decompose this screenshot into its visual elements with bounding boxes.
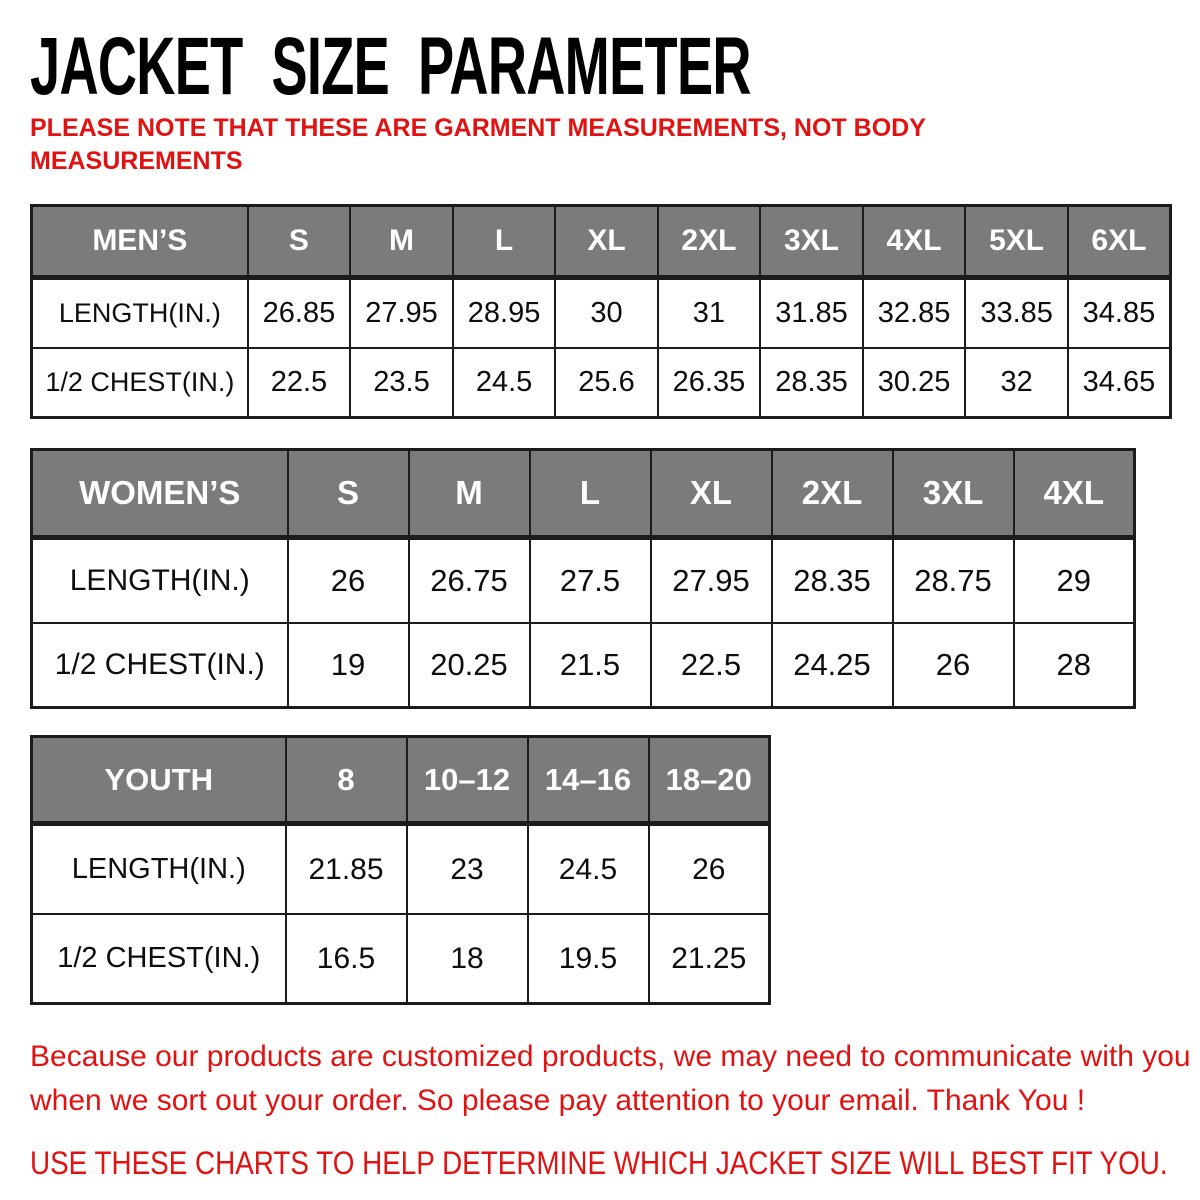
measurement-value: 27.5	[530, 538, 651, 624]
table-row	[32, 914, 770, 1004]
note-line-2: MEASUREMENTS	[30, 147, 243, 175]
footer-paragraph-line-2: when we sort out your order. So please pay attention to your email. Thank You !	[30, 1084, 1086, 1117]
measurement-value: 23.5	[350, 348, 453, 418]
measurement-value: 26	[288, 538, 409, 624]
measurement-value: 24.5	[453, 348, 556, 418]
measurement-value: 28.75	[893, 538, 1014, 624]
measurement-value: 26.35	[658, 348, 761, 418]
note-line-1: PLEASE NOTE THAT THESE ARE GARMENT MEASUREMENTS, NOT BODY	[30, 114, 926, 142]
measurement-value: 26	[893, 623, 1014, 708]
measurement-value: 22.5	[651, 623, 772, 708]
table-row	[32, 623, 1135, 708]
measurement-value: 19.5	[528, 914, 649, 1004]
measurement-value: 31.85	[760, 278, 863, 349]
measurement-value: 24.5	[528, 824, 649, 915]
measurement-value: 28.35	[772, 538, 893, 624]
size-column-header: 4XL	[1014, 450, 1135, 538]
size-column-header: M	[409, 450, 530, 538]
womens-group-header: WOMEN’S	[32, 450, 288, 538]
mens-group-header: MEN’S	[32, 206, 248, 278]
measurement-value: 27.95	[350, 278, 453, 349]
measurement-value: 19	[288, 623, 409, 708]
measurement-value: 25.6	[555, 348, 657, 418]
measurement-value: 16.5	[286, 914, 407, 1004]
header-row	[32, 450, 1135, 538]
size-column-header: L	[530, 450, 651, 538]
customized-products-note	[30, 1035, 1191, 1123]
measurement-value: 26	[649, 824, 770, 915]
size-column-header: M	[350, 206, 453, 278]
measurement-value: 34.65	[1068, 348, 1171, 418]
measurement-row-label: 1/2 CHEST(IN.)	[32, 623, 288, 708]
measurement-value: 28	[1014, 623, 1135, 708]
size-column-header: 4XL	[863, 206, 966, 278]
measurement-row-label: LENGTH(IN.)	[32, 278, 248, 349]
size-table-womens	[30, 448, 1136, 709]
size-column-header: L	[453, 206, 556, 278]
measurement-value: 23	[407, 824, 528, 915]
measurement-value: 32	[965, 348, 1068, 418]
measurement-value: 24.25	[772, 623, 893, 708]
measurement-value: 30.25	[863, 348, 966, 418]
fit-advice-note: USE THESE CHARTS TO HELP DETERMINE WHICH JACKET SIZE WILL BEST FIT YOU.	[30, 1145, 1168, 1181]
size-column-header: S	[248, 206, 351, 278]
size-column-header: 3XL	[760, 206, 863, 278]
table-row	[32, 824, 770, 915]
size-table-youth	[30, 735, 771, 1005]
measurement-value: 30	[555, 278, 657, 349]
page-title: JACKET SIZE PARAMETER	[30, 21, 751, 112]
measurement-value: 26.85	[248, 278, 351, 349]
size-column-header: 6XL	[1068, 206, 1171, 278]
measurement-value: 26.75	[409, 538, 530, 624]
measurement-value: 33.85	[965, 278, 1068, 349]
measurement-value: 21.25	[649, 914, 770, 1004]
measurement-value: 34.85	[1068, 278, 1171, 349]
measurement-value: 21.85	[286, 824, 407, 915]
garment-measurements-note	[30, 112, 1172, 178]
measurement-row-label: LENGTH(IN.)	[32, 538, 288, 624]
size-column-header: 8	[286, 737, 407, 824]
measurement-value: 27.95	[651, 538, 772, 624]
measurement-value: 20.25	[409, 623, 530, 708]
size-column-header: S	[288, 450, 409, 538]
table-row	[32, 348, 1171, 418]
table-row	[32, 538, 1135, 624]
table-row	[32, 278, 1171, 349]
size-column-header: 2XL	[772, 450, 893, 538]
measurement-row-label: LENGTH(IN.)	[32, 824, 286, 915]
size-column-header: XL	[555, 206, 657, 278]
size-column-header: XL	[651, 450, 772, 538]
measurement-value: 28.95	[453, 278, 556, 349]
footer-paragraph-line-1: Because our products are customized products, we may need to communicate with you	[30, 1040, 1191, 1073]
size-column-header: 10–12	[407, 737, 528, 824]
size-column-header: 3XL	[893, 450, 1014, 538]
measurement-value: 31	[658, 278, 761, 349]
size-column-header: 2XL	[658, 206, 761, 278]
youth-group-header: YOUTH	[32, 737, 286, 824]
measurement-value: 22.5	[248, 348, 351, 418]
measurement-value: 21.5	[530, 623, 651, 708]
size-column-header: 5XL	[965, 206, 1068, 278]
measurement-value: 32.85	[863, 278, 966, 349]
measurement-value: 29	[1014, 538, 1135, 624]
header-row	[32, 206, 1171, 278]
header-row	[32, 737, 770, 824]
size-column-header: 18–20	[649, 737, 770, 824]
measurement-value: 18	[407, 914, 528, 1004]
size-column-header: 14–16	[528, 737, 649, 824]
measurement-row-label: 1/2 CHEST(IN.)	[32, 914, 286, 1004]
measurement-row-label: 1/2 CHEST(IN.)	[32, 348, 248, 418]
measurement-value: 28.35	[760, 348, 863, 418]
size-table-mens	[30, 204, 1172, 419]
size-tables-container	[30, 204, 1172, 1005]
